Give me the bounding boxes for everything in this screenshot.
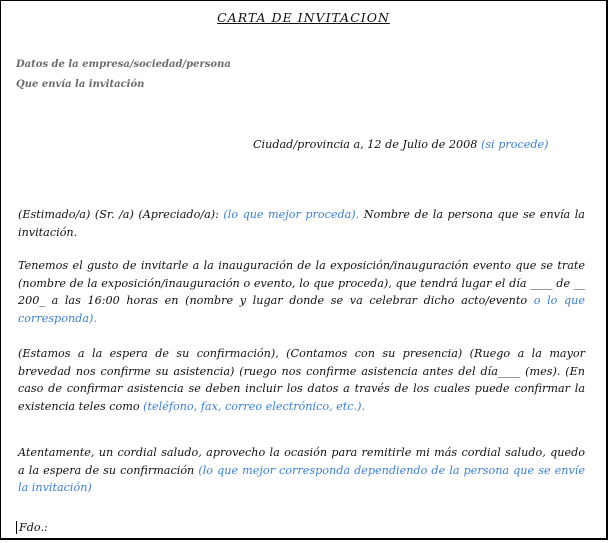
- confirmation-text: (Estamos a la espera de su confirmación), (Contamos con su presencia) (Ruego a la mayor brevedad nos confirme su asistencia) (ruego nos confirme asistencia antes del día____ (mes). (En caso de confirmar asistencia se deben incluir los datos a través de los cuales puede confirmar la existencia teles como: [18, 347, 585, 413]
- confirmation-note: (teléfono, fax, correo electrónico, etc.).: [143, 399, 366, 413]
- closing-paragraph: [18, 444, 585, 497]
- confirmation-paragraph: [18, 345, 585, 415]
- signature-label[interactable]: Fdo.:: [16, 521, 48, 534]
- invitation-note: o lo que corresponda).: [18, 294, 585, 325]
- invitation-paragraph: [18, 257, 585, 327]
- closing-note: (lo que mejor corresponda dependiendo de la persona que se envíe la invitación): [18, 463, 585, 494]
- date-note: (si procede): [480, 138, 549, 151]
- sender-subline: Que envía la invitación: [16, 79, 145, 90]
- invitation-text: Tenemos el gusto de invitarle a la inauguración de la exposición/inauguración evento que se trate (nombre de la exposición/inauguración o evento, lo que proceda), que tendrá lugar el día ____ de __ 200_ a las 16:00 horas en (nombre y lugar donde se va celebrar dicho acto/evento: [18, 259, 585, 307]
- sender-data-line: Datos de la empresa/sociedad/persona: [16, 59, 231, 70]
- date-text: Ciudad/provincia a, 12 de Julio de 2008: [253, 138, 478, 151]
- greeting-recipient: Nombre de la persona que se envía la invitación.: [18, 208, 585, 239]
- closing-text: Atentamente, un cordial saludo, aprovecho la ocasión para remitirle mi más cordial saludo, quedo a la espera de su confirmación: [18, 446, 585, 477]
- letter-title: CARTA DE INVITACION: [217, 10, 390, 25]
- greeting-note: (lo que mejor proceda).: [223, 208, 360, 221]
- date-line: [253, 138, 548, 151]
- greeting-paragraph: [18, 206, 585, 241]
- greeting-text: (Estimado/a) (Sr. /a) (Apreciado/a):: [18, 208, 219, 221]
